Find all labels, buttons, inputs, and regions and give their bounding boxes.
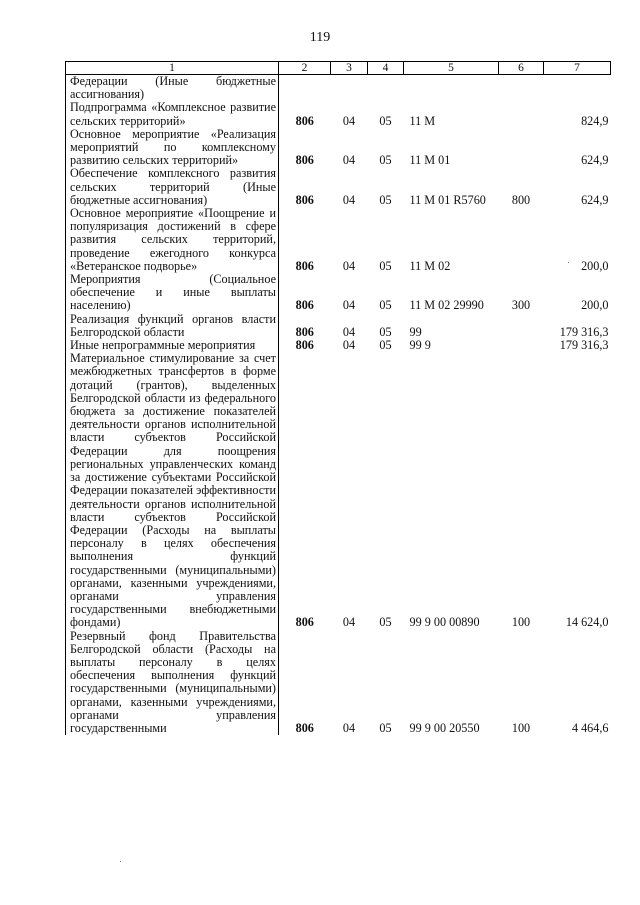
row-ministry-code: 806 <box>295 338 314 353</box>
header-col-4: 4 <box>368 62 404 75</box>
row-target-code: 11 М 02 <box>409 258 451 273</box>
row-amount: 4 464,6 <box>571 720 609 735</box>
table-row <box>66 167 611 207</box>
row-expense-type <box>499 207 544 273</box>
row-expense-type: 100 <box>511 615 531 630</box>
row-amount: 14 624,0 <box>565 615 609 630</box>
row-ministry-code: 806 <box>295 258 314 273</box>
row-subsection: 05 <box>379 113 392 128</box>
row-target-code: 11 М 02 29990 <box>409 298 484 313</box>
row-amount: 824,9 <box>581 113 609 128</box>
row-target-code: 11 М 01 <box>409 153 451 168</box>
row-expense-type <box>499 128 544 168</box>
page-number: 119 <box>309 30 331 45</box>
row-subsection: 05 <box>379 192 392 207</box>
row-name: Материальное стимулирование за счет межбюджетных трансфертов в форме дотаций (грантов), выделенных Белгородской области из федерального бюджета за достижение показателей деятельности органов исполнительной власти субъектов Российской Федерации для поощрения региональных управленческих команд за достижение субъектами Российской Федерации показателей эффективности деятельности органов исполнительной власти субъектов Российской Федерации (Расходы на выплаты персоналу в целях обеспечения выполнения функций государственными (муниципальными) органами, казенными учреждениями, органами управления государственными внебюджетными фондами) <box>66 352 279 629</box>
budget-table <box>65 61 611 735</box>
row-target-code: 99 9 00 20550 <box>409 720 480 735</box>
row-section: 04 <box>342 720 356 735</box>
row-name: Основное мероприятие «Поощрение и популяризация достижений в сфере развития сельских территорий, проведение ежегодного конкурса «Ветеранское подворье» <box>66 207 279 273</box>
row-subsection: 05 <box>379 720 392 735</box>
row-name: Иные непрограммные мероприятия <box>66 339 279 352</box>
row-subsection: 05 <box>379 324 392 339</box>
row-section: 04 <box>342 192 356 207</box>
header-col-3: 3 <box>331 62 368 75</box>
table-row <box>66 101 611 127</box>
row-expense-type: 800 <box>511 192 531 207</box>
row-name: Реализация функций органов власти Белгородской области <box>66 313 279 339</box>
scan-speck <box>120 861 121 862</box>
row-target-code: 99 9 <box>409 338 431 353</box>
table-row <box>66 313 611 339</box>
row-amount: 200,0 <box>581 298 609 313</box>
row-section: 04 <box>342 298 356 313</box>
row-ministry-code <box>279 75 331 102</box>
row-target-code: 11 М 01 R5760 <box>409 192 486 207</box>
row-ministry-code: 806 <box>295 720 314 735</box>
row-expense-type <box>499 313 544 339</box>
table-row <box>66 273 611 313</box>
row-subsection: 05 <box>379 153 392 168</box>
row-section: 04 <box>342 324 356 339</box>
row-ministry-code: 806 <box>295 298 314 313</box>
scan-speck <box>568 262 569 263</box>
header-col-5: 5 <box>404 62 499 75</box>
row-name: Резервный фонд Правительства Белгородской области (Расходы на выплаты персоналу в целях обеспечения выполнения функций государственными (муниципальными) органами, казенными учреждениями, органами управления государственными <box>66 630 279 736</box>
row-amount: 624,9 <box>581 192 609 207</box>
row-subsection: 05 <box>379 258 392 273</box>
row-amount: 179 316,3 <box>559 324 609 339</box>
table-row <box>66 207 611 273</box>
row-amount: 200,0 <box>581 258 609 273</box>
row-section: 04 <box>342 153 356 168</box>
header-col-7: 7 <box>544 62 611 75</box>
row-expense-type: 300 <box>511 298 531 313</box>
row-expense-type <box>499 75 544 102</box>
row-subsection: 05 <box>379 338 392 353</box>
row-target-code: 11 М <box>409 113 436 128</box>
row-amount: 179 316,3 <box>559 338 609 353</box>
row-section: 04 <box>342 258 356 273</box>
row-subsection <box>368 75 404 102</box>
row-target-code <box>404 75 499 102</box>
row-subsection: 05 <box>379 298 392 313</box>
row-ministry-code: 806 <box>295 153 314 168</box>
row-ministry-code: 806 <box>295 192 314 207</box>
row-amount: 624,9 <box>581 153 609 168</box>
row-amount <box>544 75 611 102</box>
row-ministry-code: 806 <box>295 113 314 128</box>
table-row <box>66 352 611 629</box>
header-col-1: 1 <box>66 62 279 75</box>
header-row <box>66 62 611 75</box>
header-col-6: 6 <box>499 62 544 75</box>
table-row <box>66 75 611 102</box>
row-expense-type <box>499 339 544 352</box>
row-target-code: 99 9 00 00890 <box>409 615 480 630</box>
row-section: 04 <box>342 113 356 128</box>
table-row <box>66 128 611 168</box>
row-section <box>331 75 368 102</box>
row-section: 04 <box>342 338 356 353</box>
row-ministry-code: 806 <box>295 615 314 630</box>
row-name: Обеспечение комплексного развития сельских территорий (Иные бюджетные ассигнования) <box>66 167 279 207</box>
row-ministry-code: 806 <box>295 324 314 339</box>
row-name: Мероприятия (Социальное обеспечение и иные выплаты населению) <box>66 273 279 313</box>
row-expense-type: 100 <box>511 720 531 735</box>
row-subsection: 05 <box>379 615 392 630</box>
row-name: Подпрограмма «Комплексное развитие сельских территорий» <box>66 101 279 127</box>
table-row <box>66 630 611 736</box>
row-section: 04 <box>342 615 356 630</box>
row-name: Федерации (Иные бюджетные ассигнования) <box>66 75 279 102</box>
row-name: Основное мероприятие «Реализация мероприятий по комплексному развитию сельских территорий» <box>66 128 279 168</box>
row-expense-type <box>499 101 544 127</box>
row-target-code: 99 <box>409 324 422 339</box>
header-col-2: 2 <box>279 62 331 75</box>
